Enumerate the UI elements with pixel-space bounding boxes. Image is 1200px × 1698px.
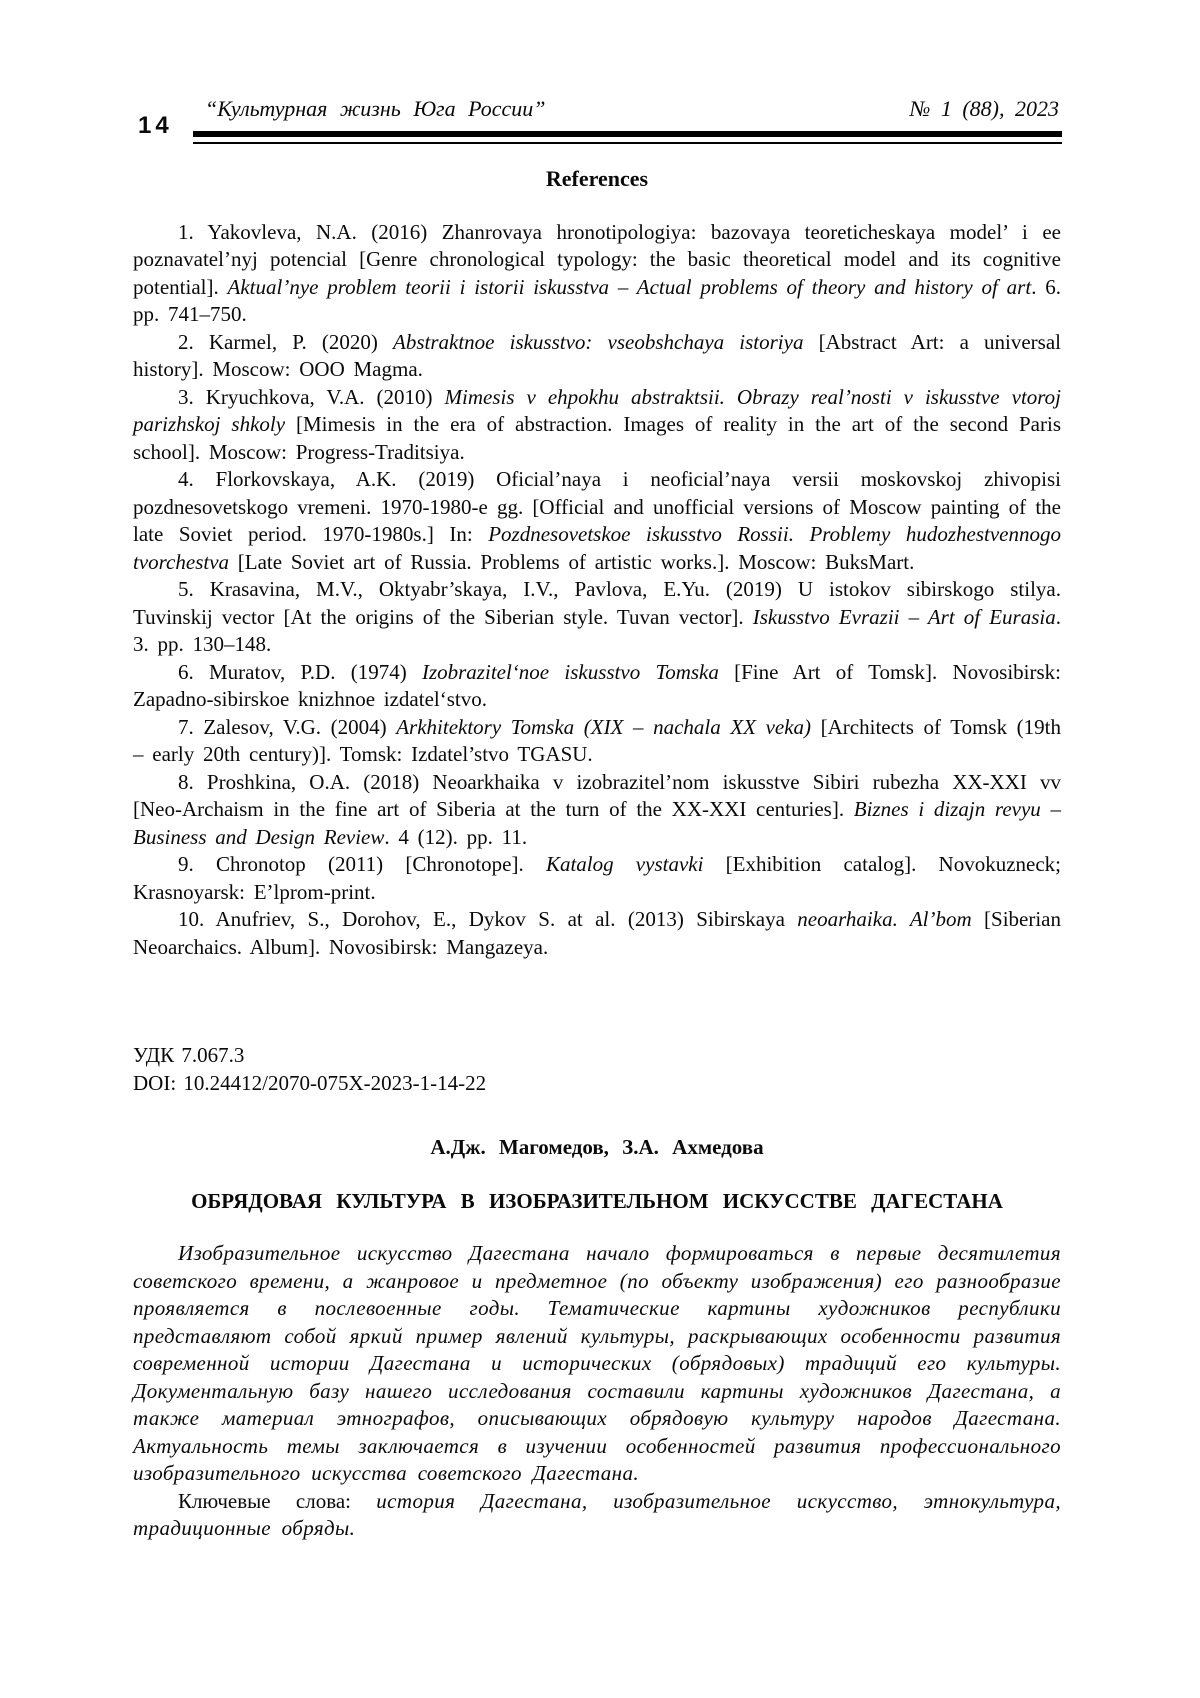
- reference-text-segment: 7. Zalesov, V.G. (2004): [178, 714, 397, 739]
- issue-number: № 1 (88), 2023: [909, 96, 1059, 121]
- reference-text-segment: [Siberian Neoarchaics. Album]. Novosibirsk: Mangazeya.: [133, 907, 1061, 959]
- reference-text-segment: [Architects of Tomsk (19th – early 20th century)]. Tomsk: Izdatel’stvo TGASU.: [133, 714, 1062, 766]
- reference-item: [133, 714, 1061, 769]
- reference-text-segment: 5. Krasavina, M.V., Oktyabr’skaya, I.V., Pavlova, E.Yu. (2019) U istokov sibirskogo stilya. Tuvinskij vector [At the origins of the Siberian style. Tuvan vector].: [133, 577, 1061, 629]
- udk-doi-block: [133, 1041, 1061, 1097]
- reference-text-segment: 9. Chronotop (2011) [Chronotope].: [178, 852, 546, 876]
- page-number: 14: [138, 112, 173, 139]
- header-rule-thick: [193, 131, 1062, 137]
- reference-item: [133, 906, 1061, 961]
- references-list: [133, 219, 1061, 962]
- reference-item: [133, 219, 1061, 329]
- reference-item: [133, 466, 1061, 576]
- doi-code: DOI: 10.24412/2070-075X-2023-1-14-22: [133, 1071, 487, 1095]
- article-authors: А.Дж. Магомедов, З.А. Ахмедова: [430, 1135, 764, 1159]
- reference-text-segment: Katalog vystavki: [545, 852, 704, 876]
- keywords-label: Ключевые слова:: [178, 1488, 377, 1513]
- reference-item: [133, 659, 1061, 714]
- reference-item: [133, 851, 1061, 906]
- text-column: [133, 165, 1061, 1543]
- reference-text-segment: . 6. pp. 741–750.: [133, 274, 1062, 326]
- reference-text-segment: . 4 (12). pp. 11.: [384, 824, 528, 849]
- reference-item: [133, 576, 1061, 659]
- reference-text-segment: neoarhaika. Al’bom: [797, 907, 972, 931]
- reference-item: [133, 384, 1061, 467]
- reference-text-segment: Aktual’nye problem teorii i istorii iskusstva – Actual problems of theory and history of art: [227, 274, 1032, 299]
- reference-item: [133, 769, 1061, 852]
- reference-text-segment: Abstraktnoe iskusstvo: vseobshchaya istoriya: [393, 329, 804, 354]
- reference-text-segment: 3. Kryuchkova, V.A. (2010): [178, 384, 445, 409]
- udk-code: УДК 7.067.3: [133, 1043, 245, 1067]
- article-abstract: Изобразительное искусство Дагестана начало формироваться в первые десятилетия советского времени, а жанровое и предметное (по объекту изображения) его разнообразие проявляется в послевоенные годы. Тематические картины художников республики представляют собой яркий пример явлений культуры, раскрывающих особенности развития современной истории Дагестана и исторических (обрядовых) традиций его культуры. Документальную базу нашего исследования составили картины художников Дагестана, а также материал этнографов, описывающих обрядовую культуру народов Дагестана. Актуальность темы заключается в изучении особенностей развития профессионального изобразительного искусства советского Дагестана.: [133, 1241, 1061, 1485]
- reference-text-segment: 4. Florkovskaya, A.K. (2019) Oficial’naya i neoficial’naya versii moskovskoj zhivopisi pozdnesovetskogo vremeni. 1970-1980-e gg. [Official and unofficial versions of Moscow painting of the late Soviet period. 1970-1980s.] In:: [133, 467, 1061, 546]
- reference-text-segment: [Abstract Art: a universal history]. Moscow: OOO Magma.: [133, 329, 1061, 381]
- reference-text-segment: Pozdnesovetskoe iskusstvo Rossii. Problemy hudozhestvennogo tvorchestva: [133, 522, 1061, 574]
- reference-text-segment: Biznes i dizajn revyu – Business and Design Review: [133, 797, 1061, 849]
- reference-text-segment: 8. Proshkina, O.A. (2018) Neoarkhaika v izobrazitel’nom iskusstve Sibiri rubezha XX-XXI vv [Neo-Archaism in the fine art of Siberia at the turn of the XX-XXI centuries].: [133, 769, 1061, 821]
- header-rule-thin: [193, 142, 1062, 144]
- reference-text-segment: 10. Anufriev, S., Dorohov, E., Dykov S. at al. (2013) Sibirskaya: [178, 907, 798, 931]
- reference-text-segment: Arkhitektory Tomska (XIX – nachala XX veka): [396, 714, 812, 739]
- article-title: ОБРЯДОВАЯ КУЛЬТУРА В ИЗОБРАЗИТЕЛЬНОМ ИСКУССТВЕ ДАГЕСТАНА: [191, 1188, 1003, 1213]
- references-heading: References: [545, 166, 649, 191]
- reference-text-segment: Izobrazitel‘noe iskusstvo Tomska: [421, 659, 719, 684]
- reference-text-segment: . 3. pp. 130–148.: [133, 604, 1061, 656]
- reference-text-segment: 1. Yakovleva, N.A. (2016) Zhanrovaya hronotipologiya: bazovaya teoreticheskaya model’ i ee poznavatel’nyj potencial [Genre chronological typology: the basic theoretical model and its cognitive potential].: [133, 219, 1061, 299]
- reference-text-segment: 6. Muratov, P.D. (1974): [178, 659, 422, 684]
- journal-title: “Культурная жизнь Юга России”: [205, 96, 546, 121]
- reference-text-segment: [Fine Art of Tomsk]. Novosibirsk: Zapadno-sibirskoe knizhnoe izdatel‘stvo.: [133, 659, 1061, 711]
- reference-text-segment: [Late Soviet art of Russia. Problems of artistic works.]. Moscow: BuksMart.: [229, 549, 915, 574]
- reference-text-segment: 2. Karmel, P. (2020): [178, 329, 394, 354]
- reference-text-segment: Iskusstvo Evrazii – Art of Eurasia: [752, 604, 1056, 629]
- reference-text-segment: Mimesis v ehpokhu abstraktsii. Obrazy real’nosti v iskusstve vtoroj parizhskoj shkoly: [133, 384, 1062, 436]
- reference-text-segment: [Mimesis in the era of abstraction. Images of reality in the art of the second Paris school]. Moscow: Progress-Traditsiya.: [133, 412, 1061, 464]
- reference-item: [133, 329, 1061, 384]
- keywords-text: история Дагестана, изобразительное искусство, этнокультура, традиционные обряды.: [133, 1488, 1061, 1540]
- keywords-paragraph: [133, 1488, 1061, 1543]
- reference-text-segment: [Exhibition catalog]. Novokuzneck; Krasnoyarsk: E’lprom-print.: [133, 852, 1061, 904]
